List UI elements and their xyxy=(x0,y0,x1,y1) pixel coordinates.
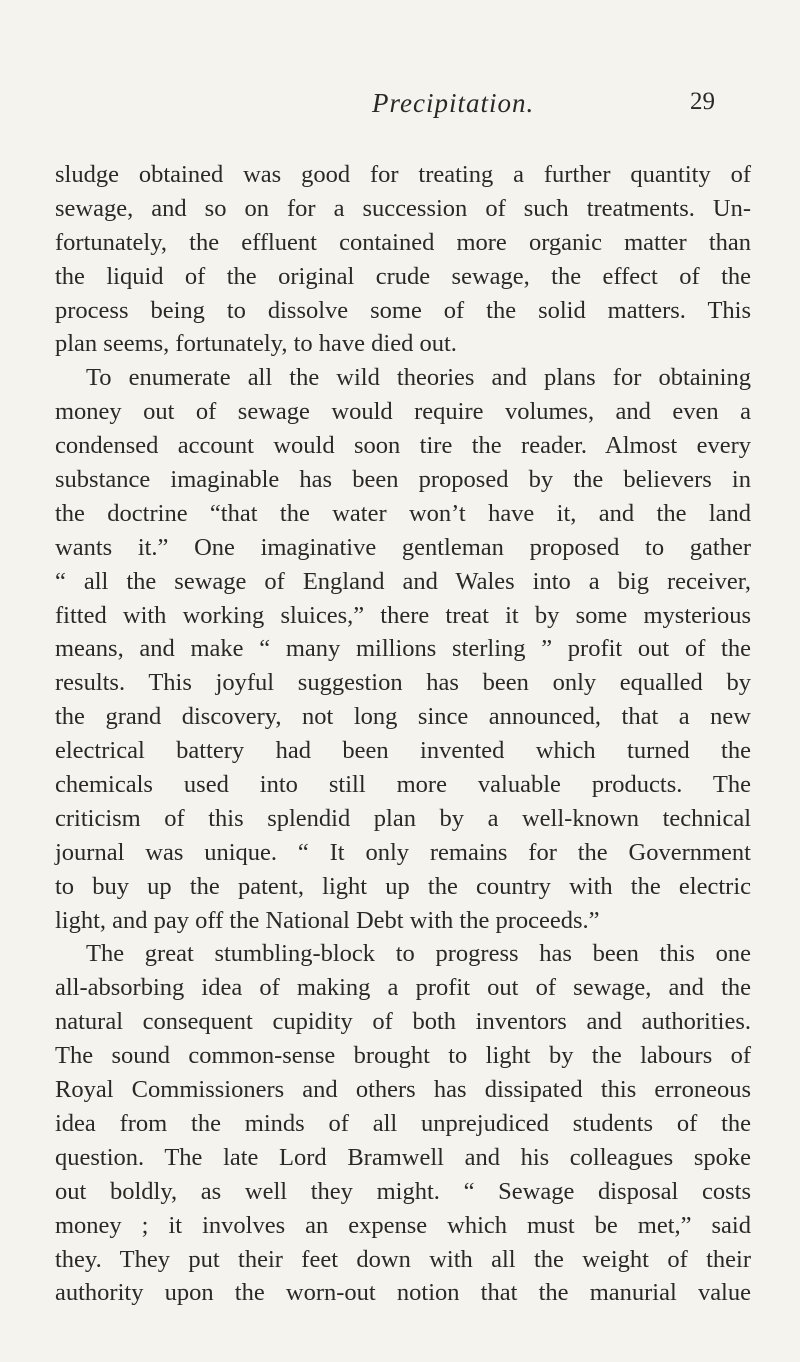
text-line: The great stumbling-block to progress has been this one xyxy=(86,940,751,968)
text-line: criticism of this splendid plan by a well-known technical xyxy=(55,804,751,832)
text-line: natural consequent cupidity of both inventors and authorities. xyxy=(55,1008,751,1036)
text-line: fitted with working sluices,” there treat it by some mysterious xyxy=(55,601,751,629)
body-text xyxy=(55,158,751,1310)
text-line: journal was unique. “ It only remains for the Government xyxy=(55,838,751,866)
text-line: To enumerate all the wild theories and plans for obtaining xyxy=(86,364,751,392)
text-line: results. This joyful suggestion has been only equalled by xyxy=(55,669,751,697)
text-line: out boldly, as well they might. “ Sewage disposal costs xyxy=(55,1177,751,1205)
text-line: the liquid of the original crude sewage, the effect of the xyxy=(55,262,751,290)
page-number: 29 xyxy=(690,88,715,115)
text-line: money out of sewage would require volumes, and even a xyxy=(55,398,751,426)
text-line: chemicals used into still more valuable products. The xyxy=(55,771,751,799)
text-line: to buy up the patent, light up the country with the electric xyxy=(55,872,751,900)
text-line: money ; it involves an expense which must be met,” said xyxy=(55,1211,751,1239)
text-line: they. They put their feet down with all the weight of their xyxy=(55,1245,751,1273)
text-line: sludge obtained was good for treating a further quantity of xyxy=(55,161,751,188)
text-line: Royal Commissioners and others has dissipated this erroneous xyxy=(55,1076,751,1104)
text-line: all-absorbing idea of making a profit out of sewage, and the xyxy=(55,974,751,1002)
text-line: substance imaginable has been proposed by the believers in xyxy=(55,466,751,494)
text-line: light, and pay off the National Debt with the proceeds.” xyxy=(55,906,600,934)
text-line: electrical battery had been invented which turned the xyxy=(55,737,751,765)
text-line: the doctrine “that the water won’t have it, and the land xyxy=(55,499,751,527)
text-line: the grand discovery, not long since announced, that a new xyxy=(55,703,751,731)
text-line: “ all the sewage of England and Wales into a big receiver, xyxy=(55,567,751,595)
text-line: fortunately, the effluent contained more organic matter than xyxy=(55,228,751,256)
text-line: means, and make “ many millions sterling ” profit out of the xyxy=(55,635,751,663)
page-header xyxy=(0,88,800,128)
text-line: question. The late Lord Bramwell and his colleagues spoke xyxy=(55,1143,751,1171)
text-line: process being to dissolve some of the solid matters. This xyxy=(55,296,751,324)
text-line: authority upon the worn-out notion that the manurial value xyxy=(55,1279,751,1307)
text-line: wants it.” One imaginative gentleman proposed to gather xyxy=(55,533,751,561)
text-line: sewage, and so on for a succession of such treatments. Un- xyxy=(55,194,751,222)
text-line: plan seems, fortunately, to have died out. xyxy=(55,330,457,358)
text-line: condensed account would soon tire the reader. Almost every xyxy=(55,432,751,460)
text-line: idea from the minds of all unprejudiced students of the xyxy=(55,1109,751,1137)
running-title: Precipitation. xyxy=(372,88,535,118)
text-line: The sound common-sense brought to light by the labours of xyxy=(55,1042,751,1070)
